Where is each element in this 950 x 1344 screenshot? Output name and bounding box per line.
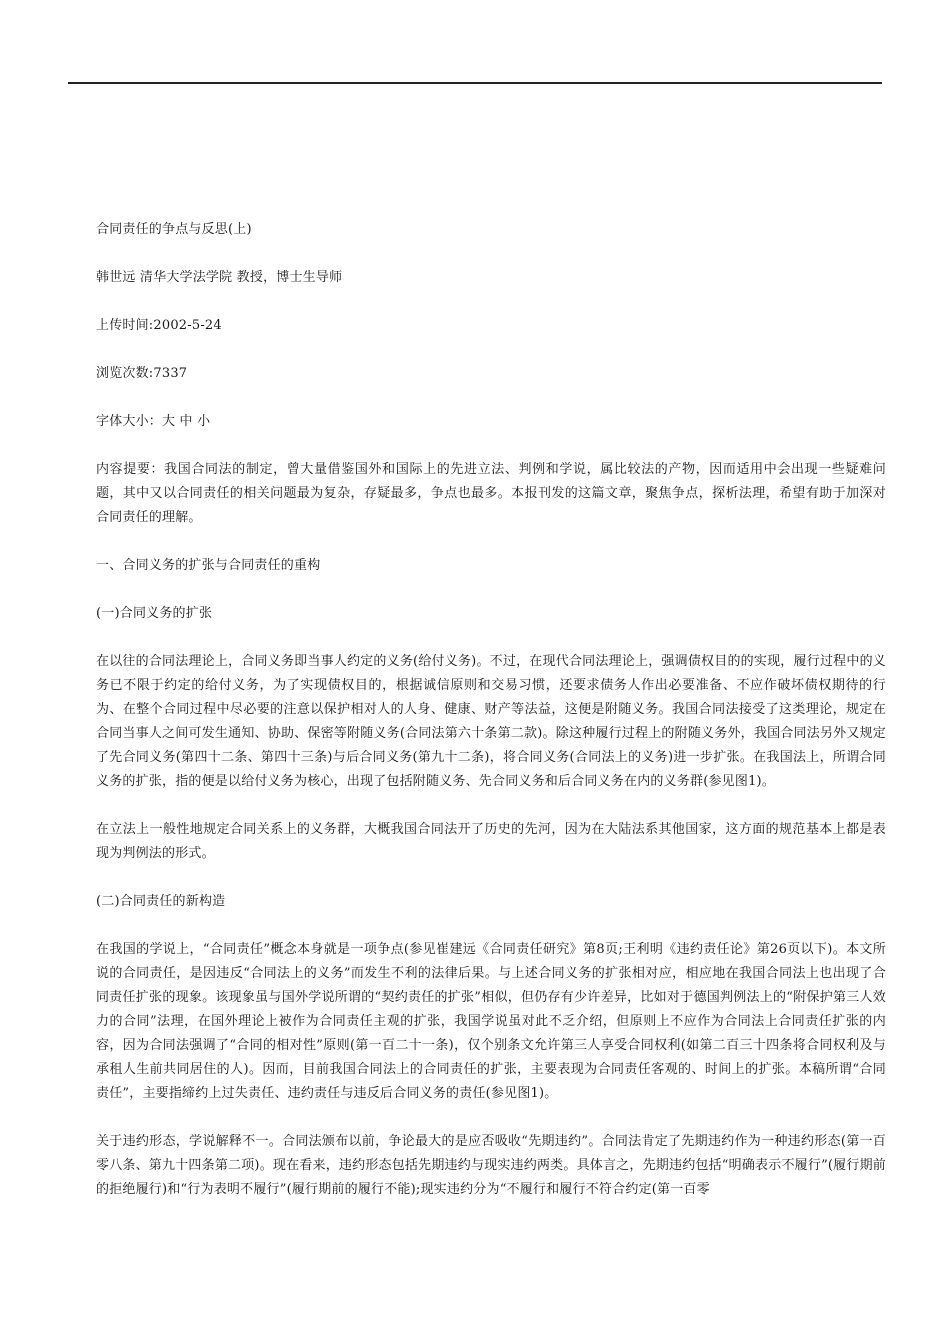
view-count: 浏览次数:7337	[96, 366, 188, 381]
body-paragraph: 在立法上一般性地规定合同关系上的义务群，大概我国合同法开了历史的先河，因为在大陆法系其他国家，这方面的规范基本上都是表现为判例法的形式。	[96, 822, 886, 861]
body-paragraph: 在以往的合同法理论上，合同义务即当事人约定的义务(给付义务)。不过，在现代合同法理论上，强调债权目的的实现，履行过程中的义务已不限于约定的给付义务，为了实现债权目的，根据诚信原则和交易习惯，还要求债务人作出必要准备、不应作破坏债权期待的行为、在整个合同过程中尽必要的注意以保护相对人的人身、健康、财产等法益，这便是附随义务。我国合同法接受了这类理论，规定在合同当事人之间可发生通知、协助、保密等附随义务(合同法第六十条第二款)。除这种履行过程上的附随义务外，我国合同法另外又规定了先合同义务(第四十二条、第四十三条)与后合同义务(第九十二条)，将合同义务(合同法上的义务)进一步扩张。在我国法上，所谓合同义务的扩张，指的便是以给付义务为核心，出现了包括附随义务、先合同义务和后合同义务在内的义务群(参见图1)。	[96, 654, 886, 789]
article-body	[96, 218, 886, 1226]
body-paragraph: 关于违约形态，学说解释不一。合同法颁布以前，争论最大的是应否吸收“先期违约”。合同法肯定了先期违约作为一种违约形态(第一百零八条、第九十四条第二项)。现在看来，违约形态包括先期违约与现实违约两类。具体言之，先期违约包括“明确表示不履行”(履行期前的拒绝履行)和“行为表明不履行”(履行期前的履行不能);现实违约分为“不履行和履行不符合约定(第一百零	[96, 1134, 886, 1197]
upload-time: 上传时间:2002-5-24	[96, 318, 222, 333]
subsection-heading-1: (一)合同义务的扩张	[96, 606, 213, 621]
author-line: 韩世远 清华大学法学院 教授，博士生导师	[96, 270, 343, 285]
abstract-paragraph: 内容提要：我国合同法的制定，曾大量借鉴国外和国际上的先进立法、判例和学说，属比较法的产物，因而适用中会出现一些疑难问题，其中又以合同责任的相关问题最为复杂，存疑最多，争点也最多。本报刊发的这篇文章，聚焦争点，探析法理，希望有助于加深对合同责任的理解。	[96, 462, 886, 525]
article-title: 合同责任的争点与反思(上)	[96, 222, 252, 237]
subsection-heading-2: (二)合同责任的新构造	[96, 894, 226, 909]
header-divider	[68, 82, 882, 84]
section-heading-1: 一、合同义务的扩张与合同责任的重构	[96, 558, 321, 573]
font-size-selector[interactable]: 字体大小：大 中 小	[96, 414, 211, 429]
body-paragraph: 在我国的学说上，“合同责任”概念本身就是一项争点(参见崔建远《合同责任研究》第8页;王利明《违约责任论》第26页以下)。本文所说的合同责任，是因违反“合同法上的义务”而发生不利的法律后果。与上述合同义务的扩张相对应，相应地在我国合同法上也出现了合同责任扩张的现象。该现象虽与国外学说所谓的“契约责任的扩张”相似，但仍存有少许差异，比如对于德国判例法上的“附保护第三人效力的合同”法理，在国外理论上被作为合同责任主观的扩张，我国学说虽对此不乏介绍，但原则上不应作为合同法上合同责任扩张的内容，因为合同法强调了“合同的相对性”原则(第一百二十一条)，仅个别条文允许第三人享受合同权利(如第二百三十四条将合同权利及与承租人生前共同居住的人)。因而，目前我国合同法上的合同责任的扩张，主要表现为合同责任客观的、时间上的扩张。本稿所谓“合同责任”，主要指缔约上过失责任、违约责任与违反后合同义务的责任(参见图1)。	[96, 942, 886, 1101]
